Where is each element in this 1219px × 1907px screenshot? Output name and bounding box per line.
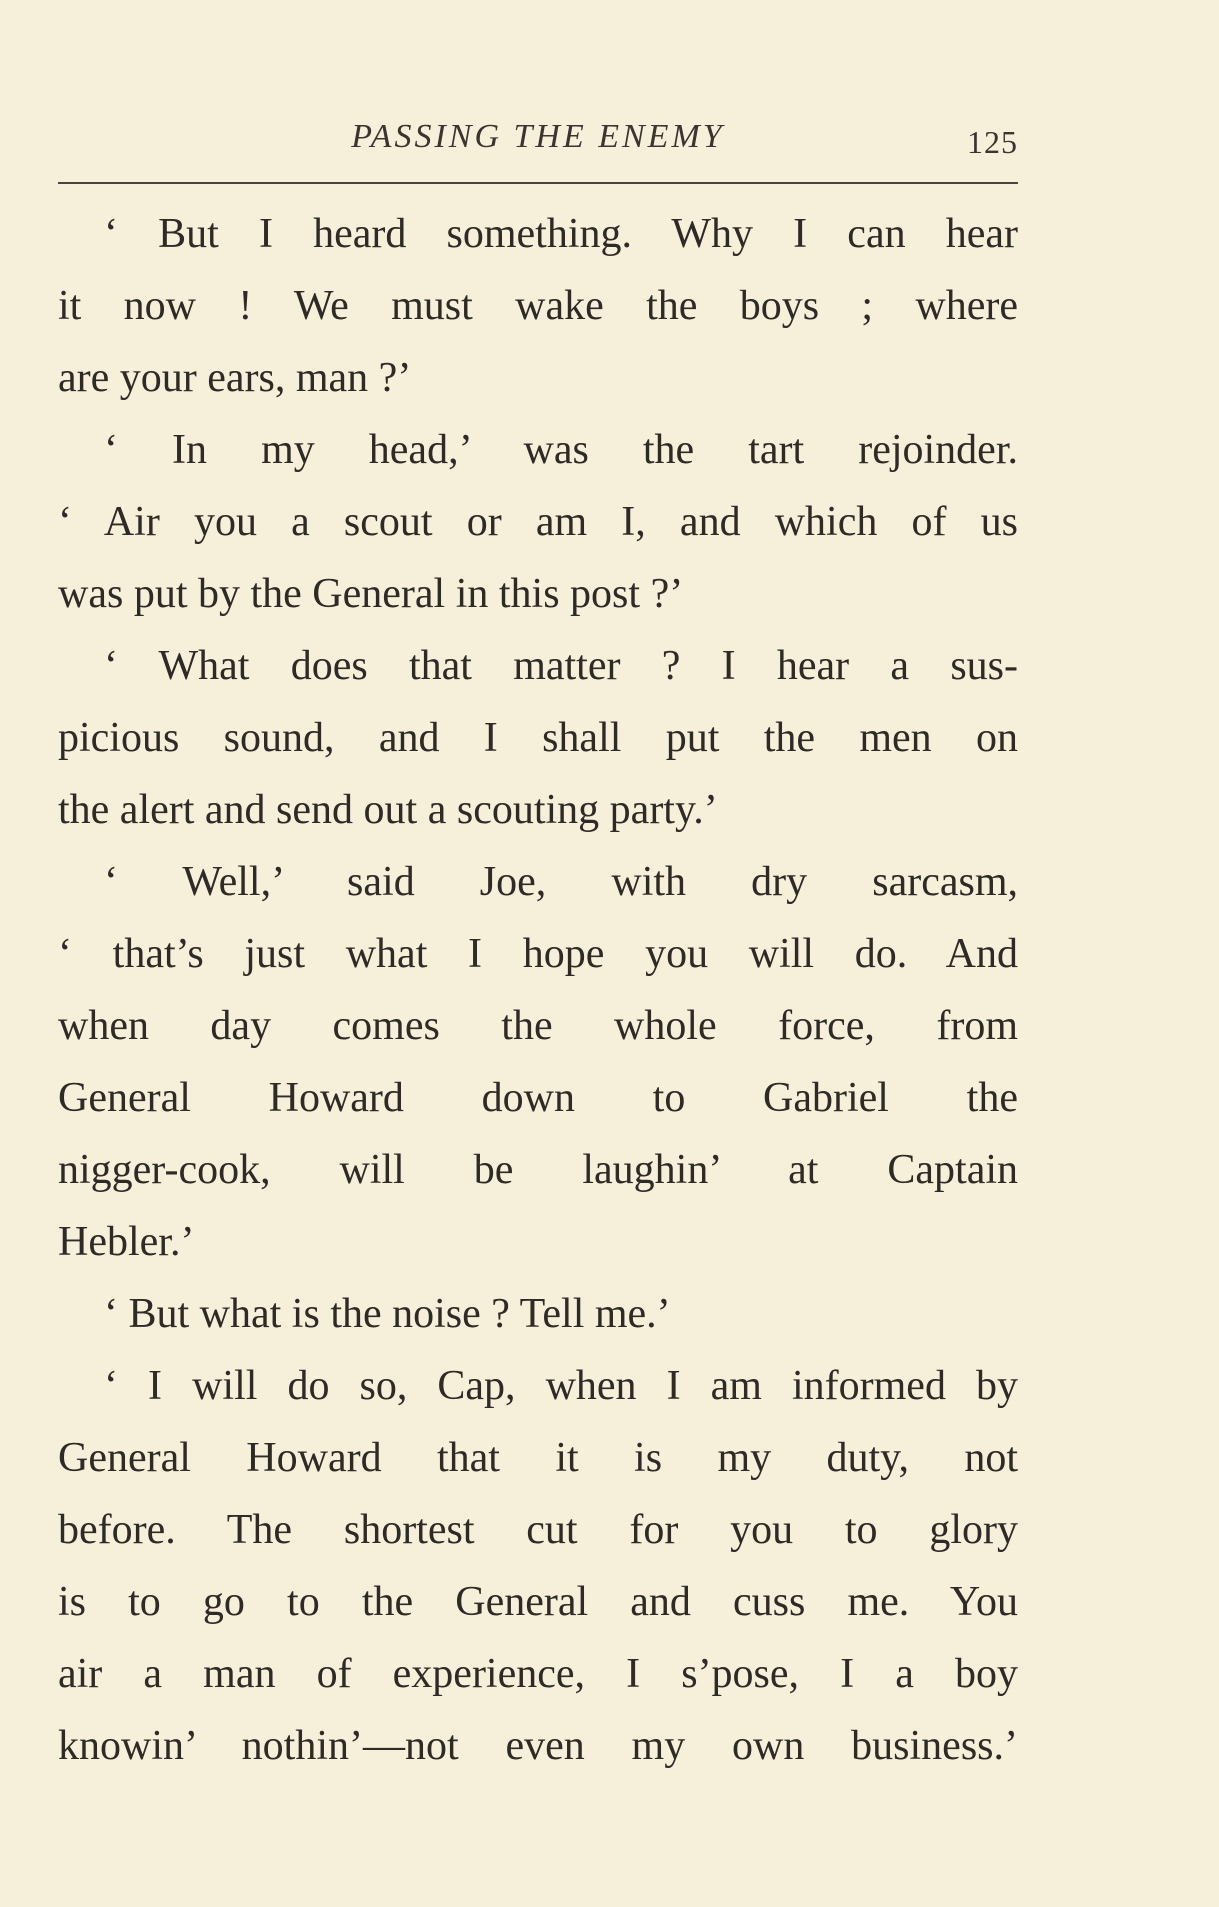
text-line: nigger-cook, will be laughin’ at Captain	[58, 1147, 1018, 1193]
body-text	[58, 198, 1018, 1782]
text-line: ‘ What does that matter ? I hear a sus-	[104, 643, 1018, 689]
text-line: ‘ Air you a scout or am I, and which of us	[58, 499, 1018, 545]
text-line: ‘ But I heard something. Why I can hear	[104, 211, 1018, 257]
header-rule	[58, 182, 1018, 184]
text-line: when day comes the whole force, from	[58, 1003, 1018, 1049]
text-line: the alert and send out a scouting party.’	[58, 787, 718, 833]
text-line: knowin’ nothin’—not even my own business.’	[58, 1723, 1018, 1769]
text-line: is to go to the General and cuss me. You	[58, 1579, 1018, 1625]
text-line: ‘ that’s just what I hope you will do. And	[58, 931, 1018, 977]
running-title: PASSING THE ENEMY	[351, 118, 725, 155]
text-line: ‘ I will do so, Cap, when I am informed by	[104, 1363, 1018, 1409]
text-line: General Howard down to Gabriel the	[58, 1075, 1018, 1121]
text-line: ‘ But what is the noise ? Tell me.’	[104, 1291, 671, 1337]
text-line: ‘ Well,’ said Joe, with dry sarcasm,	[104, 859, 1018, 905]
text-line: was put by the General in this post ?’	[58, 571, 684, 617]
text-line: are your ears, man ?’	[58, 355, 412, 401]
text-line: Hebler.’	[58, 1219, 195, 1265]
text-line: picious sound, and I shall put the men on	[58, 715, 1018, 761]
page-number: 125	[967, 124, 1018, 160]
text-line: before. The shortest cut for you to glory	[58, 1507, 1018, 1553]
text-line: air a man of experience, I s’pose, I a boy	[58, 1651, 1018, 1697]
text-line: ‘ In my head,’ was the tart rejoinder.	[104, 427, 1018, 473]
text-line: General Howard that it is my duty, not	[58, 1435, 1018, 1481]
running-head	[58, 118, 1018, 168]
text-line: it now ! We must wake the boys ; where	[58, 283, 1018, 329]
